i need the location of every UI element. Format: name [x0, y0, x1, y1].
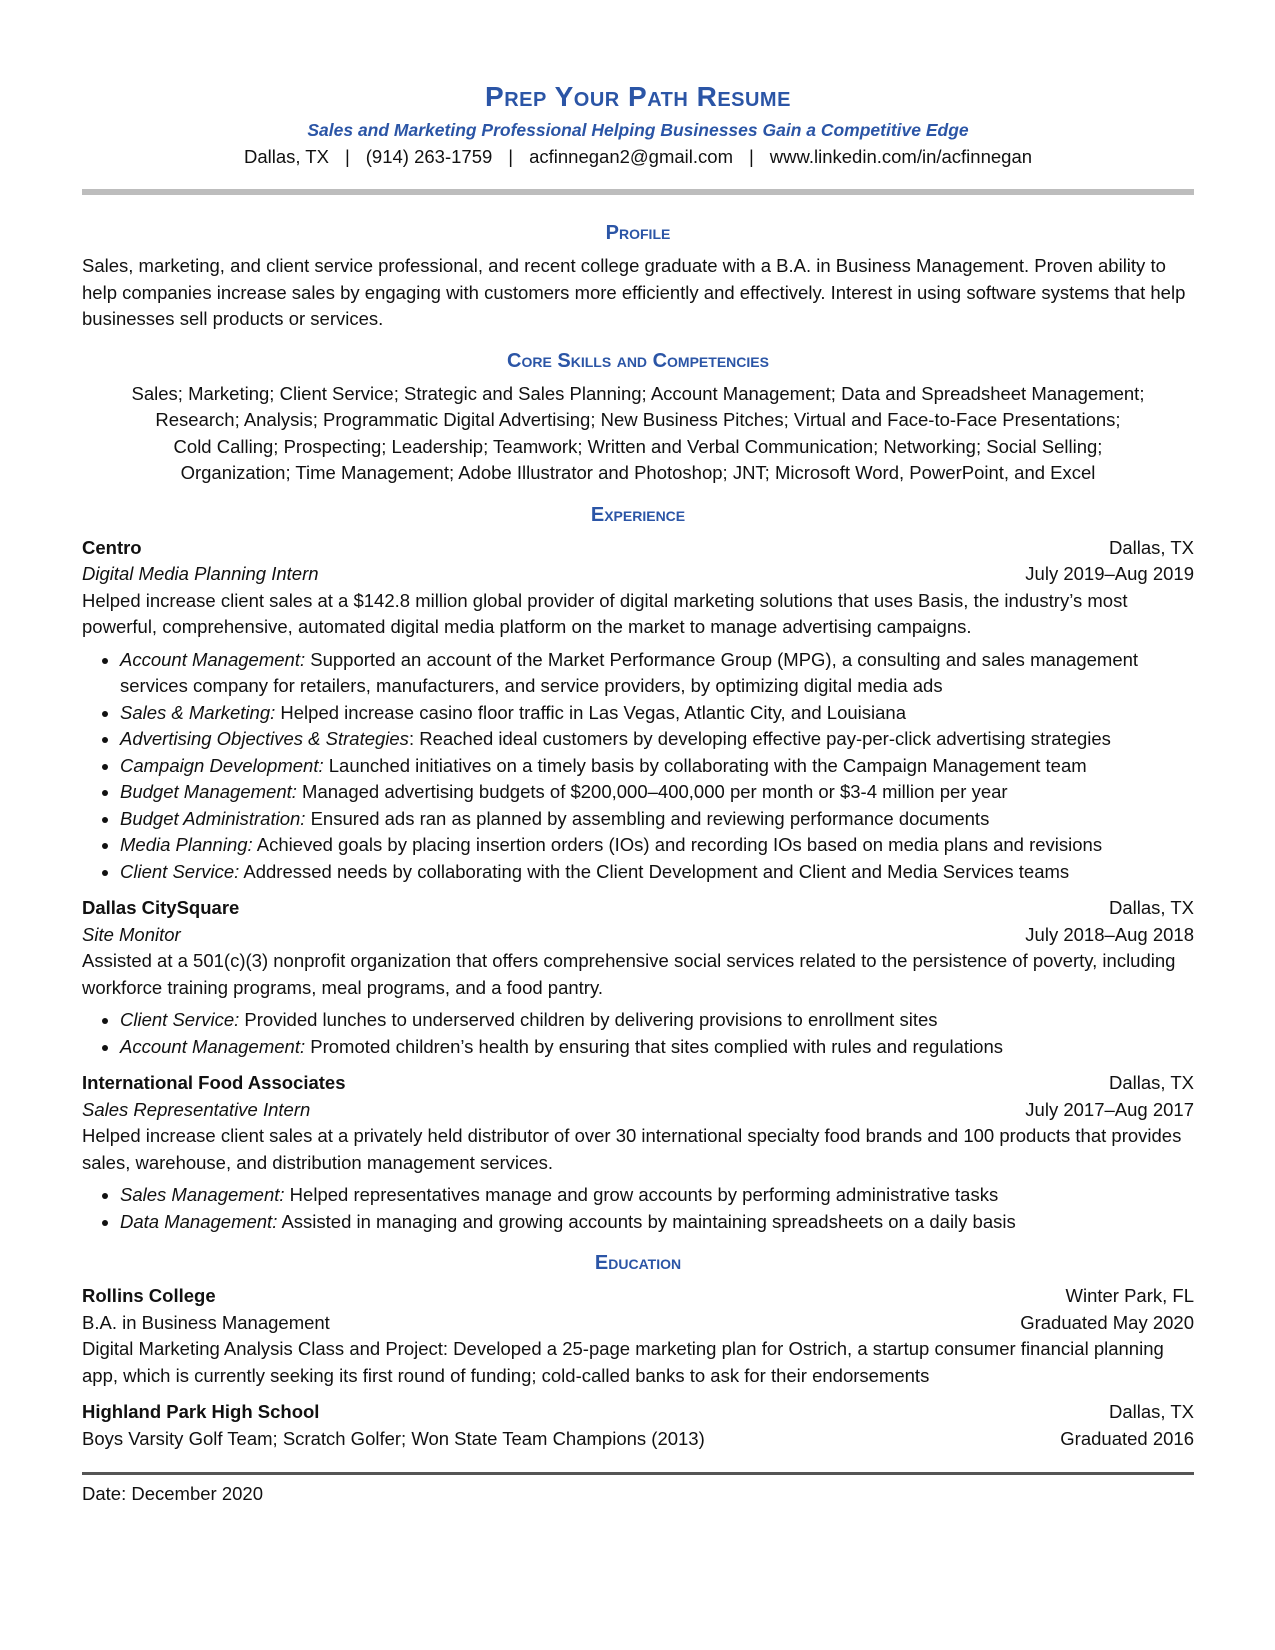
job-summary: Helped increase client sales at a $142.8 million global provider of digital marketing solutions that uses Basis, the industry’s most powerful, comprehensive, automated digital media platform on the market to manage advertising campaigns. [82, 589, 1128, 637]
job-entry [82, 535, 1194, 886]
list-item: • Campaign Development: Launched initiatives on a timely basis by collaborating with the Campaign Management team [120, 753, 1194, 780]
school-entry [82, 1399, 1194, 1452]
resume-title: Prep Your Path Resume [485, 81, 791, 112]
job-entry [82, 895, 1194, 1060]
school-name: Rollins College [82, 1285, 216, 1306]
footer-divider [82, 1472, 1194, 1475]
job-company: International Food Associates [82, 1072, 346, 1093]
skills-line: Research; Analysis; Programmatic Digital Advertising; New Business Pitches; Virtual and Face-to-Face Presentations; [155, 409, 1121, 430]
school-detail: Digital Marketing Analysis Class and Project: Developed a 25-page marketing plan for Ostrich, a startup consumer financial planning app, which is currently seeking its first round of funding; cold-called banks to ask for their endorsements [82, 1338, 1164, 1386]
skills-line: Cold Calling; Prospecting; Leadership; Teamwork; Written and Verbal Communication; Networking; Social Selling; [173, 435, 1103, 457]
job-bullets [82, 647, 1194, 886]
school-date: Graduated 2016 [1060, 1427, 1194, 1449]
list-item: • Account Management: Promoted children’s health by ensuring that sites complied with rules and regulations [120, 1034, 1194, 1061]
school-name: Highland Park High School [82, 1401, 320, 1422]
contact-separator: | [508, 146, 514, 167]
job-company: Centro [82, 536, 142, 558]
skills-list [82, 381, 1194, 487]
list-item: • Client Service: Provided lunches to underserved children by delivering provisions to enrollment sites [120, 1007, 1194, 1034]
school-date: Graduated May 2020 [1020, 1311, 1194, 1333]
list-item: • Client Service: Addressed needs by collaborating with the Client Development and Client and Media Services teams [120, 859, 1194, 886]
job-dates: July 2018–Aug 2018 [1025, 923, 1194, 945]
list-item: • Data Management: Assisted in managing and growing accounts by maintaining spreadsheets on a daily basis [120, 1209, 1194, 1236]
footer-date: Date: December 2020 [82, 1483, 263, 1504]
resume-page [82, 78, 1194, 1507]
job-title: Sales Representative Intern [82, 1098, 311, 1120]
contact-location: Dallas, TX [243, 146, 329, 167]
contact-separator: | [748, 146, 754, 167]
header-divider [82, 189, 1194, 195]
job-location: Dallas, TX [1109, 536, 1194, 558]
school-location: Winter Park, FL [1065, 1285, 1194, 1306]
skills-heading: Core Skills and Competencies [507, 349, 769, 372]
list-item: • Account Management: Supported an account of the Market Performance Group (MPG), a consulting and sales management services company for retailers, manufacturers, and service providers, by optimizing digital media ads [120, 647, 1194, 700]
job-summary: Assisted at a 501(c)(3) nonprofit organization that offers comprehensive social services related to the persistence of poverty, including workforce training programs, meal programs, and a food pantry. [82, 950, 1176, 998]
list-item: • Budget Administration: Ensured ads ran as planned by assembling and reviewing performance documents [120, 806, 1194, 833]
list-item: • Sales & Marketing: Helped increase casino floor traffic in Las Vegas, Atlantic City, and Louisiana [120, 700, 1194, 727]
skills-line: Organization; Time Management; Adobe Illustrator and Photoshop; JNT; Microsoft Word, PowerPoint, and Excel [180, 462, 1096, 483]
job-company: Dallas CitySquare [82, 897, 240, 918]
education-heading: Education [594, 1252, 682, 1274]
school-degree: B.A. in Business Management [82, 1311, 330, 1333]
job-dates: July 2019–Aug 2019 [1025, 563, 1194, 584]
contact-email[interactable]: acfinnegan2@gmail.com [529, 146, 733, 167]
job-location: Dallas, TX [1109, 897, 1194, 918]
profile-text: Sales, marketing, and client service professional, and recent college graduate with a B.A. in Business Management. Proven ability to help companies increase sales by engaging with customers more efficiently and effectively. Interest in using software systems that help businesses sell products or services. [82, 255, 1186, 329]
contact-line [82, 144, 1194, 170]
job-title: Digital Media Planning Intern [82, 563, 319, 584]
job-summary: Helped increase client sales at a privately held distributor of over 30 international specialty food brands and 100 products that provides sales, warehouse, and distribution management services. [82, 1125, 1182, 1173]
list-item: • Advertising Objectives & Strategies: Reached ideal customers by developing effective pay-per-click advertising strategies [120, 726, 1194, 753]
list-item: • Media Planning: Achieved goals by placing insertion orders (IOs) and recording IOs based on media plans and revisions [120, 832, 1194, 859]
job-entry [82, 1070, 1194, 1235]
job-dates: July 2017–Aug 2017 [1025, 1098, 1194, 1120]
job-bullets [82, 1007, 1194, 1060]
list-item: • Budget Management: Managed advertising budgets of $200,000–400,000 per month or $3-4 million per year [120, 779, 1194, 806]
experience-heading: Experience [590, 503, 686, 526]
contact-phone[interactable]: (914) 263-1759 [365, 146, 493, 167]
list-item: • Sales Management: Helped representatives manage and grow accounts by performing administrative tasks [120, 1182, 1194, 1209]
contact-separator: | [344, 146, 350, 167]
school-entry [82, 1283, 1194, 1389]
job-bullets [82, 1182, 1194, 1235]
school-degree: Boys Varsity Golf Team; Scratch Golfer; Won State Team Champions (2013) [82, 1427, 705, 1449]
skills-line: Sales; Marketing; Client Service; Strategic and Sales Planning; Account Management; Data and Spreadsheet Management; [131, 382, 1145, 404]
school-location: Dallas, TX [1109, 1401, 1194, 1422]
contact-linkedin[interactable]: www.linkedin.com/in/acfinnegan [769, 146, 1033, 167]
tagline: Sales and Marketing Professional Helping Businesses Gain a Competitive Edge [307, 120, 969, 140]
job-title: Site Monitor [82, 923, 181, 945]
job-location: Dallas, TX [1109, 1072, 1194, 1093]
profile-heading: Profile [605, 222, 671, 244]
